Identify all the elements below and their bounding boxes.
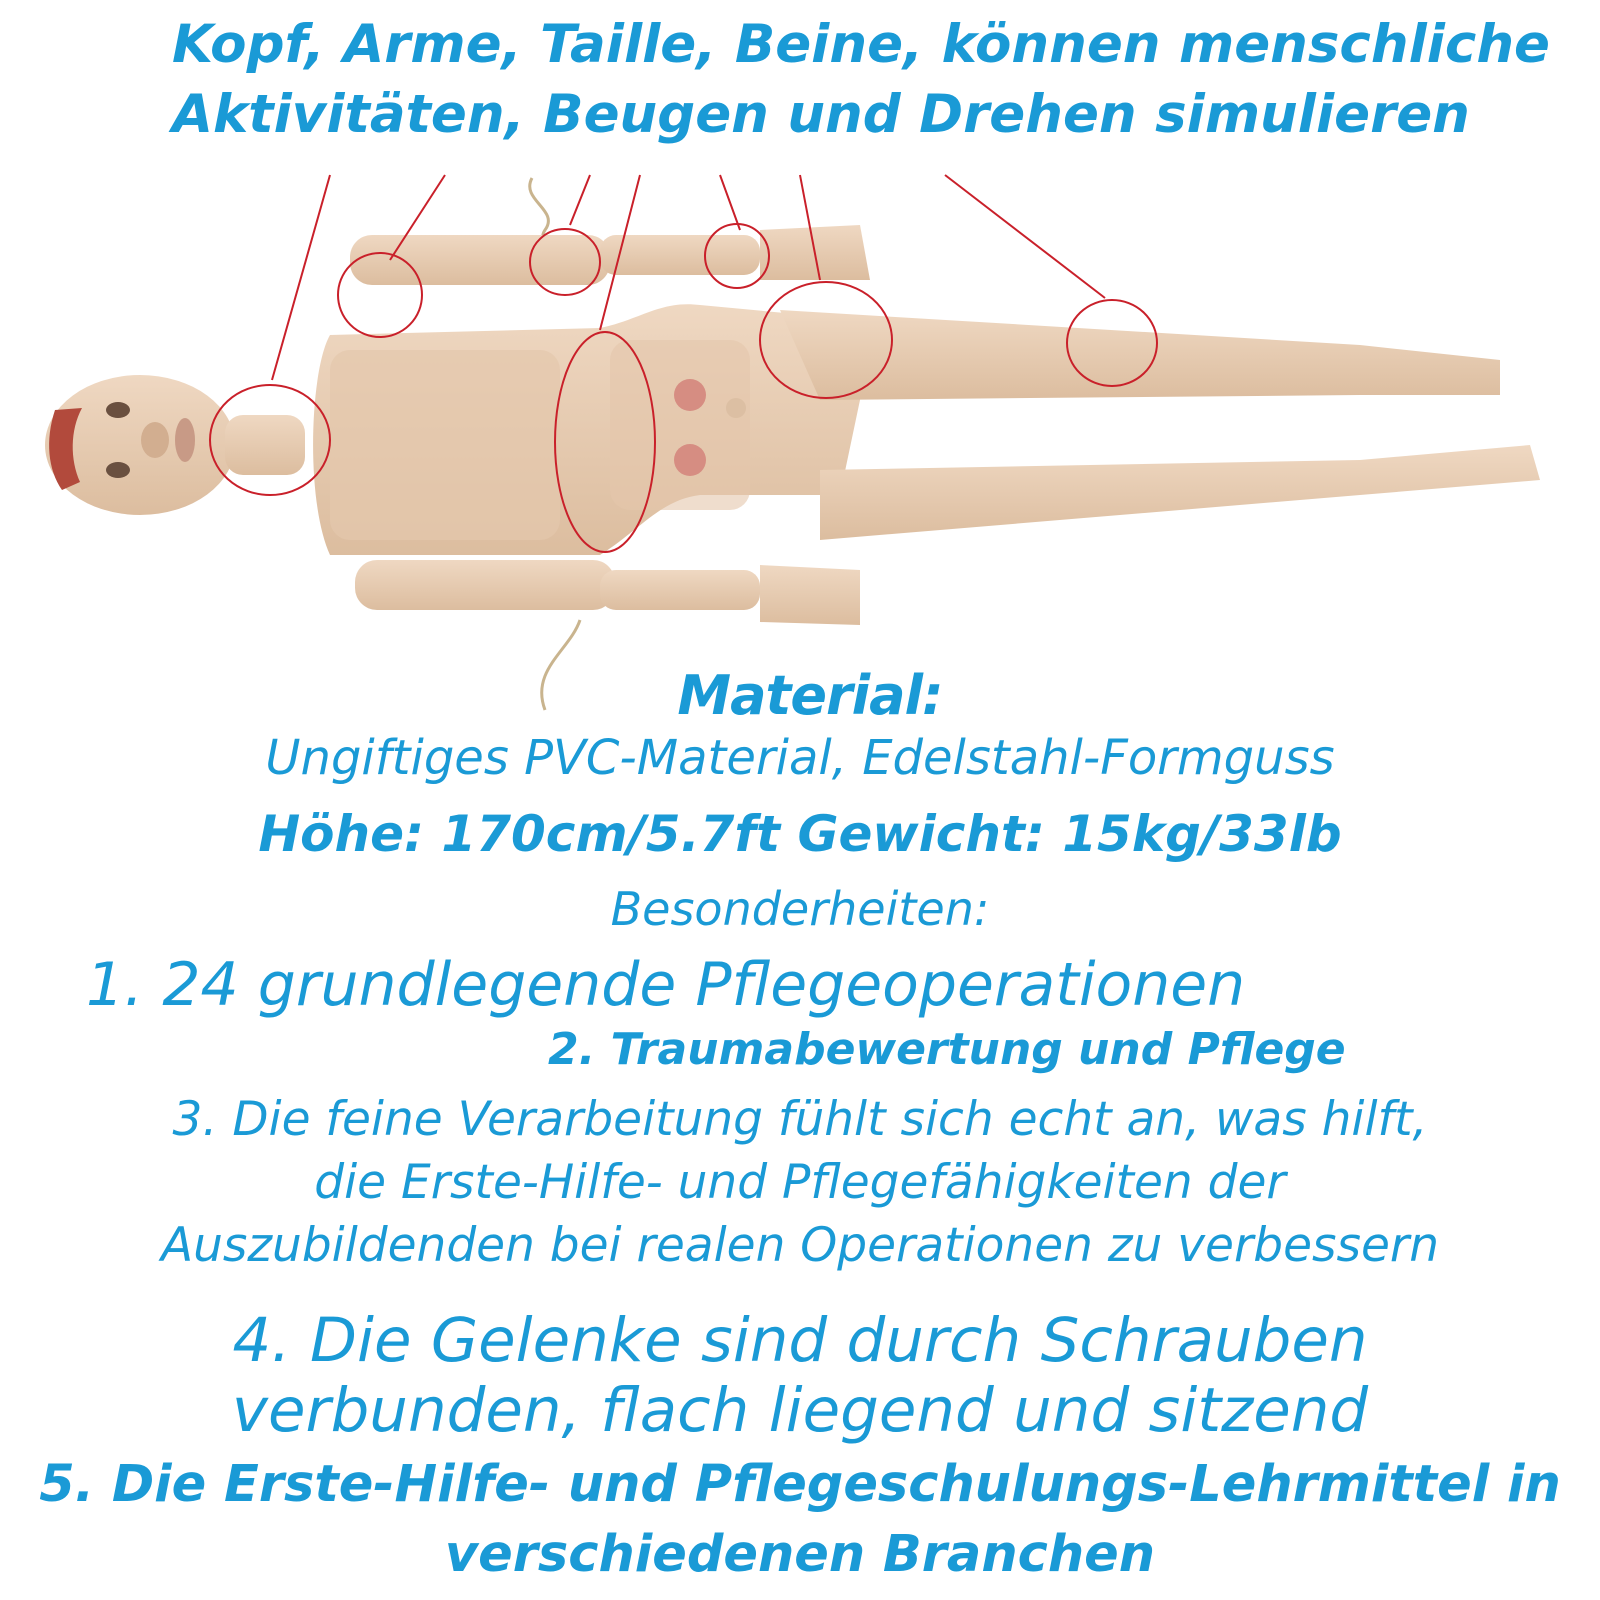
feature-item-4-line-2: verbunden, flach liegend und sitzend <box>231 1375 1369 1446</box>
headline-line-1: Kopf, Arme, Taille, Beine, können menschliche <box>172 14 1550 75</box>
material-title: Material: <box>677 664 943 727</box>
feature-item-3-line-2: die Erste-Hilfe- und Pflegefähigkeiten der <box>314 1155 1286 1210</box>
nursing-manikin-illustration <box>0 170 1600 730</box>
legs <box>780 310 1540 540</box>
head <box>45 375 235 515</box>
feature-item-5-line-1: 5. Die Erste-Hilfe- und Pflegeschulungs-Lehrmittel in <box>39 1455 1561 1514</box>
material-value: Ungiftiges PVC-Material, Edelstahl-Formguss <box>265 730 1335 786</box>
feature-item-4-line-1: 4. Die Gelenke sind durch Schrauben <box>232 1305 1368 1376</box>
feature-item-3-line-1: 3. Die feine Verarbeitung fühlt sich echt an, was hilft, <box>172 1092 1428 1147</box>
features-title: Besonderheiten: <box>610 882 990 936</box>
neck <box>225 415 305 475</box>
dimensions-text: Höhe: 170cm/5.7ft Gewicht: 15kg/33lb <box>258 805 1342 863</box>
feature-item-3-line-3: Auszubildenden bei realen Operationen zu verbessern <box>160 1218 1440 1273</box>
feature-item-5-line-2: verschiedenen Branchen <box>444 1525 1156 1584</box>
headline-line-2: Aktivitäten, Beugen und Drehen simulieren <box>172 84 1470 145</box>
arm-upper <box>350 225 870 285</box>
arm-lower <box>355 560 860 625</box>
feature-item-2: 2. Traumabewertung und Pflege <box>548 1024 1346 1075</box>
feature-item-1: 1. 24 grundlegende Pflegeoperationen <box>86 950 1246 1020</box>
